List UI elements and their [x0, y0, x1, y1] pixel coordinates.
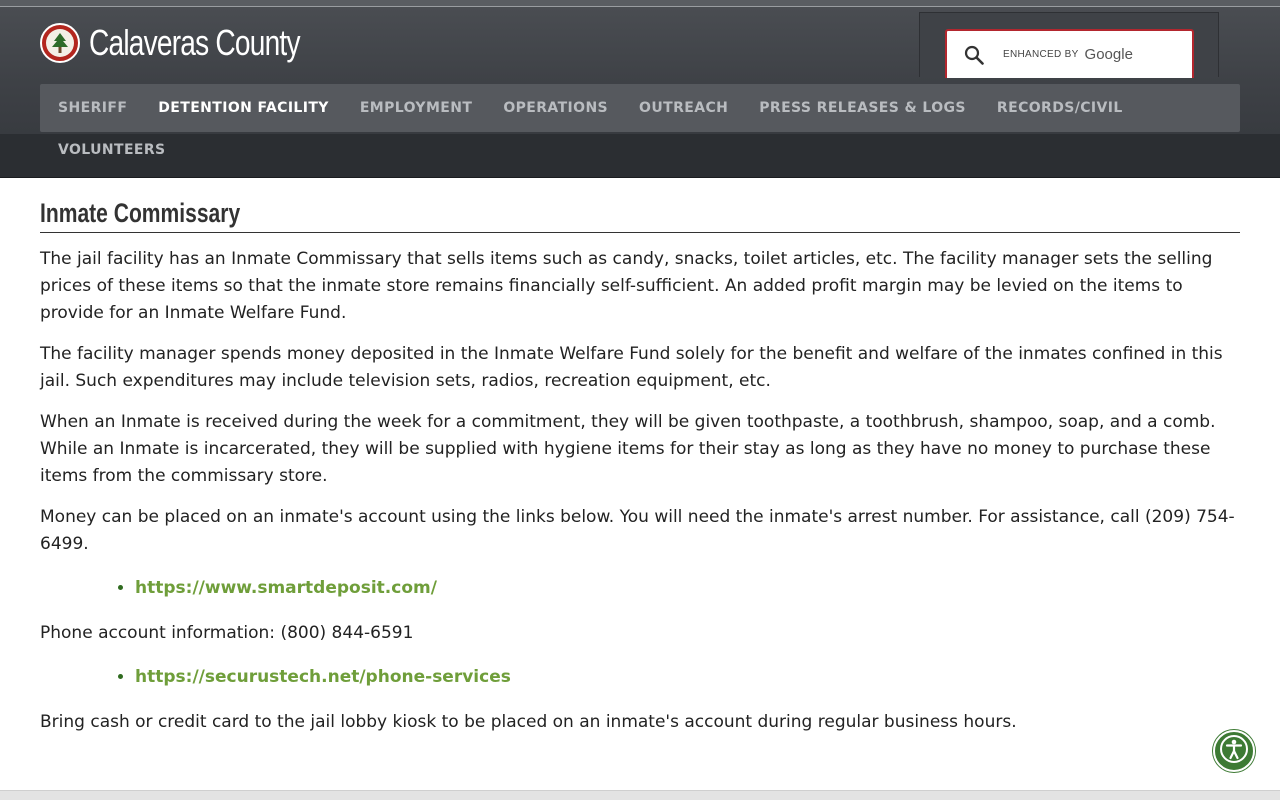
nav-item-operations[interactable]: OPERATIONS — [503, 100, 609, 116]
nav-overflow-row — [0, 134, 1280, 178]
nav-item-detention-facility[interactable]: DETENTION FACILITY — [158, 100, 329, 116]
smartdeposit-link[interactable]: https://www.smartdeposit.com/ — [135, 578, 437, 598]
top-border — [0, 0, 1280, 7]
paragraph-commissary: The jail facility has an Inmate Commissary that sells items such as candy, snacks, toilet articles, etc. The facility manager sets the selling prices of these items so that the inmate store remains financially self-sufficient. An added profit margin may be levied on the items to provide for an Inmate Welfare Fund. — [40, 249, 1213, 323]
phone-account-info: Phone account information: (800) 844-6591 — [40, 623, 414, 643]
main-content — [40, 196, 1240, 736]
google-brand-label: Google — [1084, 46, 1133, 63]
nav-item-volunteers[interactable]: VOLUNTEERS — [58, 142, 166, 158]
footer-edge — [0, 790, 1280, 800]
nav-item-press-releases[interactable]: PRESS RELEASES & LOGS — [759, 100, 966, 116]
accessibility-button[interactable] — [1213, 730, 1255, 772]
enhanced-by-label: ENHANCED BY — [1003, 49, 1079, 60]
search-icon[interactable] — [963, 44, 985, 66]
title-divider — [40, 232, 1240, 233]
site-header — [0, 7, 1280, 134]
phone-links-list — [135, 664, 1240, 691]
list-item — [135, 575, 1240, 602]
page-title: Inmate Commissary — [40, 198, 241, 228]
nav-item-sheriff[interactable]: SHERIFF — [58, 100, 128, 116]
search-input[interactable] — [945, 29, 1194, 78]
search-container — [919, 12, 1219, 77]
paragraph-money-deposit: Money can be placed on an inmate's account using the links below. You will need the inmate's arrest number. For assistance, call (209) 754-6499. — [40, 507, 1235, 554]
main-nav — [40, 84, 1240, 132]
search-placeholder — [1003, 46, 1133, 63]
nav-item-employment[interactable]: EMPLOYMENT — [359, 100, 473, 116]
nav-item-outreach[interactable]: OUTREACH — [639, 100, 729, 116]
paragraph-welfare-fund: The facility manager spends money deposited in the Inmate Welfare Fund solely for the benefit and welfare of the inmates confined in this jail. Such expenditures may include television sets, radios, recreation equipment, etc. — [40, 344, 1223, 391]
nav-item-records-civil[interactable]: RECORDS/CIVIL — [996, 100, 1123, 116]
paragraph-hygiene: When an Inmate is received during the week for a commitment, they will be given toothpaste, a toothbrush, shampoo, soap, and a comb. While an Inmate is incarcerated, they will be supplied with hygiene items for their stay as long as they have no money to purchase these items from the commissary store. — [40, 412, 1216, 486]
accessibility-icon — [1219, 734, 1249, 768]
site-logo-link[interactable] — [40, 22, 359, 64]
site-title: Calaveras County — [89, 22, 300, 63]
securustech-link[interactable]: https://securustech.net/phone-services — [135, 667, 511, 687]
list-item — [135, 664, 1240, 691]
deposit-links-list — [135, 575, 1240, 602]
paragraph-kiosk: Bring cash or credit card to the jail lobby kiosk to be placed on an inmate's account during regular business hours. — [40, 712, 1017, 732]
county-seal-icon — [40, 23, 80, 63]
